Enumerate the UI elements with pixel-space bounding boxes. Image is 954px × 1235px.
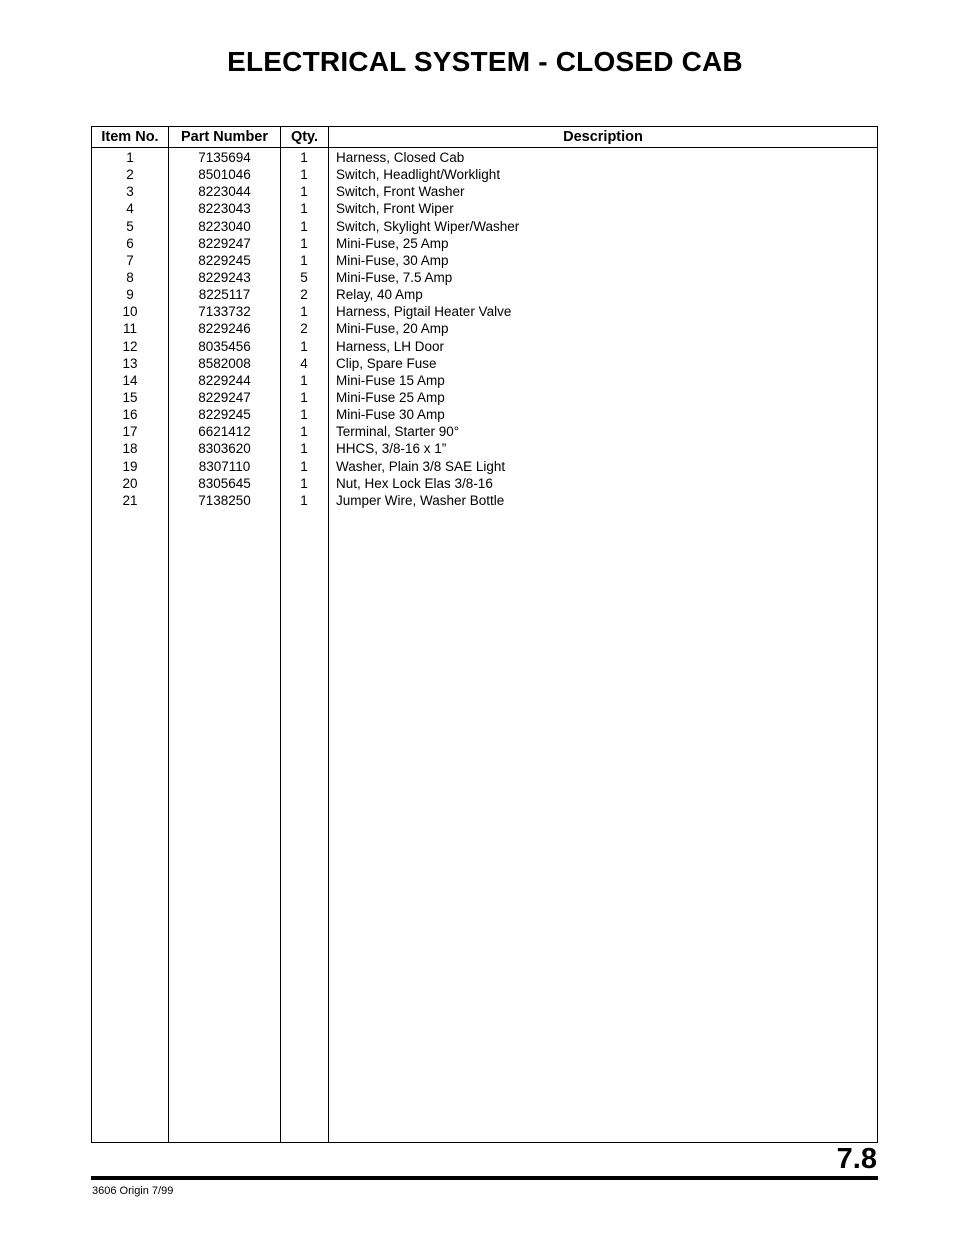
item-number-cell: 17 <box>122 424 138 440</box>
part-number-cell: 8035456 <box>198 338 251 354</box>
part-number-cell: 6621412 <box>198 424 251 440</box>
description-cell: Mini-Fuse 25 Amp <box>336 389 445 405</box>
qty-cell: 1 <box>300 235 308 251</box>
item-number-cell: 12 <box>122 338 138 354</box>
page-title: ELECTRICAL SYSTEM - CLOSED CAB <box>227 46 743 77</box>
table-row <box>92 338 877 355</box>
description-cell: Mini-Fuse, 30 Amp <box>336 252 449 268</box>
footer-rule <box>91 1176 878 1180</box>
table-row <box>92 492 877 509</box>
description-cell: Jumper Wire, Washer Bottle <box>336 492 505 508</box>
description-cell: Mini-Fuse 15 Amp <box>336 372 445 388</box>
table-row <box>92 458 877 475</box>
qty-cell: 1 <box>300 492 308 508</box>
table-row <box>92 423 877 440</box>
part-number-cell: 8229244 <box>198 372 251 388</box>
item-number-cell: 9 <box>126 287 134 303</box>
table-row <box>92 183 877 200</box>
description-cell: Mini-Fuse, 7.5 Amp <box>336 269 453 285</box>
part-number-cell: 8225117 <box>198 287 251 303</box>
qty-cell: 1 <box>300 304 308 320</box>
item-number-cell: 19 <box>122 458 138 474</box>
parts-table <box>91 126 878 1143</box>
part-number-cell: 7138250 <box>198 492 251 508</box>
qty-cell: 1 <box>300 184 308 200</box>
qty-cell: 1 <box>300 201 308 217</box>
part-number-cell: 8229245 <box>198 407 251 423</box>
part-number-cell: 8303620 <box>198 441 251 457</box>
description-cell: Switch, Front Washer <box>336 184 465 200</box>
table-row <box>92 320 877 337</box>
header-description: Description <box>563 129 643 145</box>
part-number-cell: 8307110 <box>198 458 251 474</box>
description-cell: Switch, Skylight Wiper/Washer <box>336 218 520 234</box>
part-number-cell: 8223043 <box>198 201 251 217</box>
qty-cell: 1 <box>300 475 308 491</box>
qty-cell: 1 <box>300 150 308 165</box>
table-row <box>92 252 877 269</box>
table-row <box>92 149 877 166</box>
qty-cell: 2 <box>300 287 308 303</box>
table-row <box>92 389 877 406</box>
qty-cell: 5 <box>300 269 308 285</box>
footer-text: 3606 Origin 7/99 <box>92 1185 174 1197</box>
item-number-cell: 13 <box>122 355 138 371</box>
item-number-cell: 10 <box>122 304 138 320</box>
item-number-cell: 11 <box>122 321 137 337</box>
item-number-cell: 21 <box>122 492 138 508</box>
table-row <box>92 440 877 457</box>
part-number-cell: 7133732 <box>198 304 251 320</box>
qty-cell: 2 <box>300 321 308 337</box>
description-cell: Harness, Pigtail Heater Valve <box>336 304 512 320</box>
item-number-cell: 14 <box>122 372 138 388</box>
part-number-cell: 8501046 <box>198 167 251 183</box>
table-row <box>92 475 877 492</box>
item-number-cell: 1 <box>126 150 134 165</box>
description-cell: Switch, Front Wiper <box>336 201 454 217</box>
qty-cell: 1 <box>300 167 308 183</box>
part-number-cell: 7135694 <box>198 150 251 165</box>
item-number-cell: 20 <box>122 475 138 491</box>
item-number-cell: 18 <box>122 441 138 457</box>
qty-cell: 1 <box>300 458 308 474</box>
description-cell: Mini-Fuse 30 Amp <box>336 407 445 423</box>
qty-cell: 1 <box>300 407 308 423</box>
qty-cell: 1 <box>300 389 308 405</box>
qty-cell: 1 <box>300 252 308 268</box>
part-number-cell: 8223044 <box>198 184 251 200</box>
table-row <box>92 286 877 303</box>
description-cell: Mini-Fuse, 25 Amp <box>336 235 449 251</box>
description-cell: Switch, Headlight/Worklight <box>336 167 501 183</box>
header-divider <box>92 147 877 148</box>
item-number-cell: 2 <box>126 167 134 183</box>
section-number: 7.8 <box>836 1143 877 1175</box>
table-row <box>92 269 877 286</box>
table-row <box>92 235 877 252</box>
item-number-cell: 4 <box>126 201 134 217</box>
table-row <box>92 355 877 372</box>
qty-cell: 1 <box>300 218 308 234</box>
table-row <box>92 200 877 217</box>
part-number-cell: 8229247 <box>198 389 251 405</box>
description-cell: Terminal, Starter 90° <box>336 424 460 440</box>
table-row <box>92 406 877 423</box>
header-qty: Qty. <box>290 129 319 145</box>
item-number-cell: 7 <box>126 252 134 268</box>
description-cell: Harness, Closed Cab <box>336 150 465 165</box>
item-number-cell: 3 <box>126 184 134 200</box>
table-row <box>92 166 877 183</box>
description-cell: Nut, Hex Lock Elas 3/8-16 <box>336 475 493 491</box>
qty-cell: 4 <box>300 355 308 371</box>
qty-cell: 1 <box>300 424 308 440</box>
part-number-cell: 8229245 <box>198 252 251 268</box>
part-number-cell: 8582008 <box>198 355 251 371</box>
description-cell: Clip, Spare Fuse <box>336 355 437 371</box>
qty-cell: 1 <box>300 372 308 388</box>
item-number-cell: 6 <box>126 235 134 251</box>
description-cell: HHCS, 3/8-16 x 1” <box>336 441 447 457</box>
item-number-cell: 16 <box>122 407 138 423</box>
description-cell: Washer, Plain 3/8 SAE Light <box>336 458 506 474</box>
part-number-cell: 8229247 <box>198 235 251 251</box>
part-number-cell: 8229243 <box>198 269 251 285</box>
part-number-cell: 8229246 <box>198 321 251 337</box>
table-row <box>92 303 877 320</box>
table-row <box>92 372 877 389</box>
qty-cell: 1 <box>300 441 308 457</box>
item-number-cell: 15 <box>122 389 138 405</box>
description-cell: Mini-Fuse, 20 Amp <box>336 321 449 337</box>
description-cell: Harness, LH Door <box>336 338 445 354</box>
qty-cell: 1 <box>300 338 308 354</box>
description-cell: Relay, 40 Amp <box>336 287 423 303</box>
header-part-number: Part Number <box>180 129 269 145</box>
header-item-no: Item No. <box>101 129 159 145</box>
item-number-cell: 8 <box>126 269 134 285</box>
table-body <box>92 149 877 509</box>
part-number-cell: 8223040 <box>198 218 251 234</box>
part-number-cell: 8305645 <box>198 475 251 491</box>
table-row <box>92 218 877 235</box>
item-number-cell: 5 <box>126 218 134 234</box>
